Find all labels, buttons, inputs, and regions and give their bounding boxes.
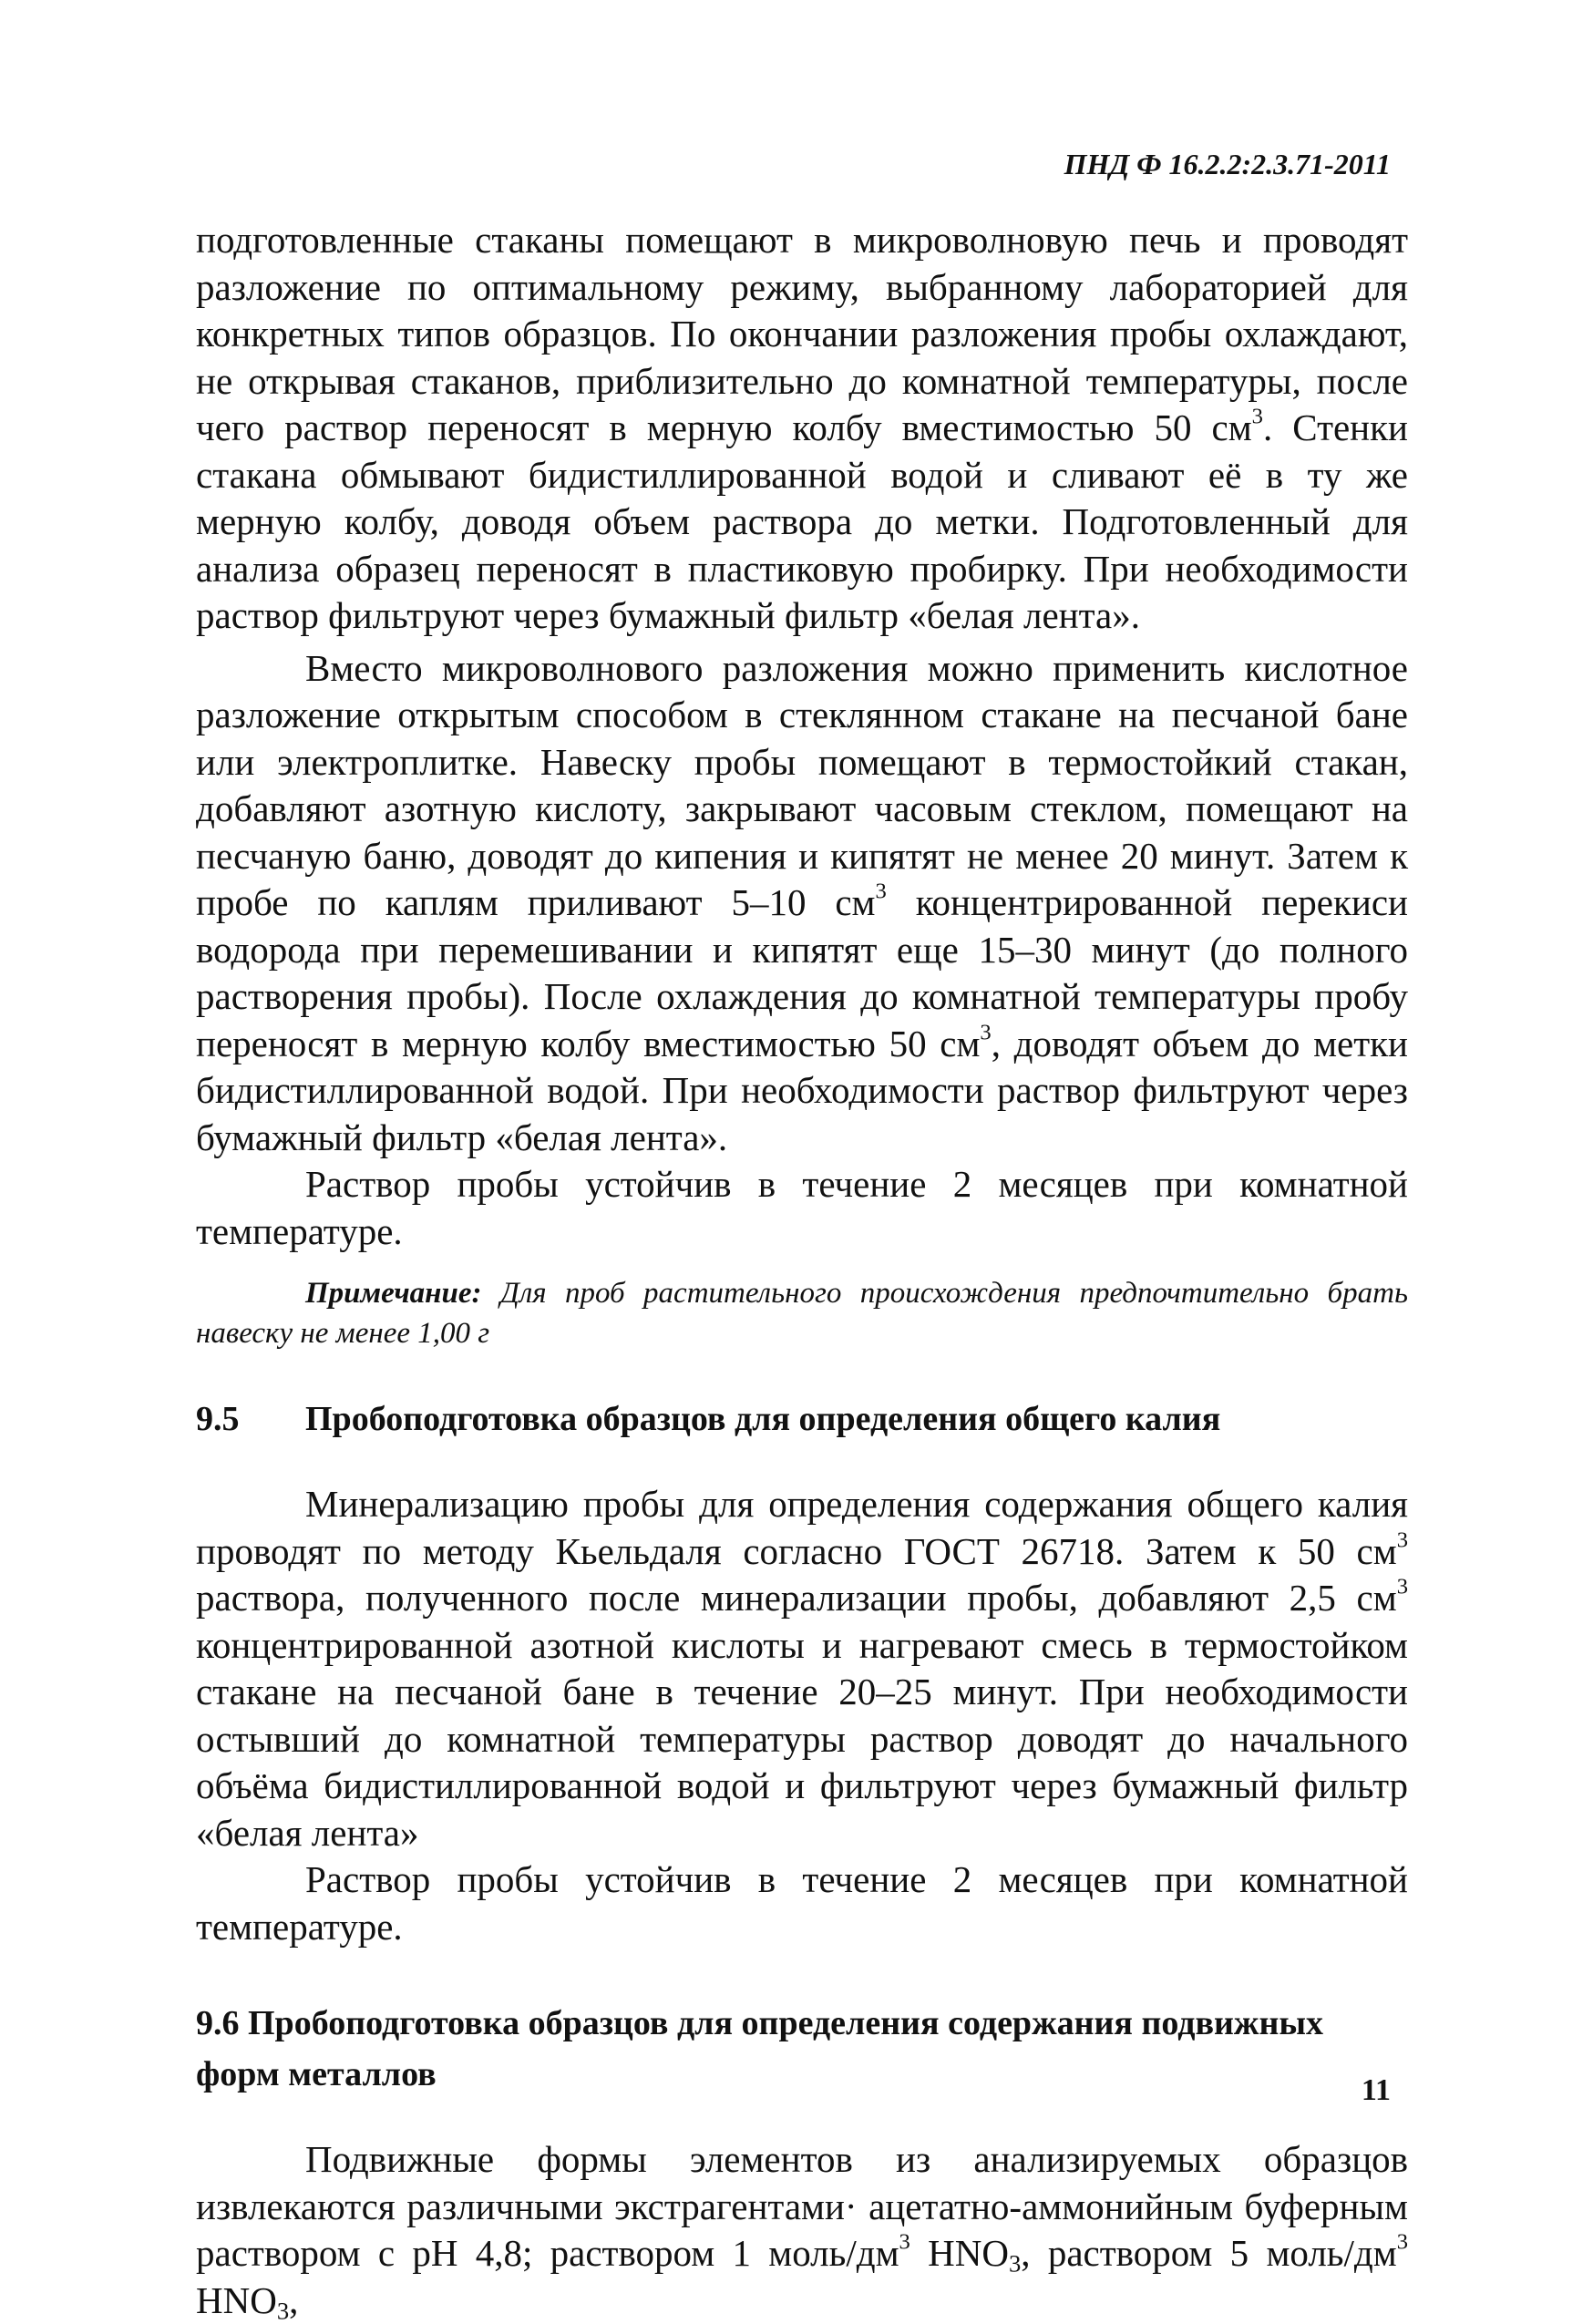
note-text: Для проб растительного происхождения предпочтительно брать навеску не менее 1,00 г bbox=[196, 1277, 1408, 1350]
paragraph-open-digestion: Вместо микроволнового разложения можно применить кислотное разложение открытым способом в стеклянном стакане на песчаной бане или электроплитке. Навеску пробы помещают в термостойкий стакан, добавляют азотную кислоту, закрывают часовым стеклом, помещают на песчаную баню, доводят до кипения и кипятят не менее 20 минут. Затем к пробе по каплям приливают 5–10 $см^3$ концентрированной перекиси водорода при перемешивании и кипятят еще 15–30 минут (до полного растворения пробы). После охлаждения до комнатной температуры пробу переносят в мерную колбу вместимостью 50 $см^3$, доводят объем до метки бидистиллированной водой. При необходимости раствор фильтруют через бумажный фильтр «белая лента». bbox=[196, 646, 1408, 1158]
section-number: 9.5 bbox=[196, 1400, 240, 1438]
paragraph-microwave-digestion: подготовленные стаканы помещают в микроволновую печь и проводят разложение по оптимальному режиму, выбранному лабораторией для конкретных типов образцов. По окончании разложения пробы охлаждают, не открывая стаканов, приблизительно до комнатной температуры, после чего раствор переносят в мерную колбу вместимостью 50 $см^3$. Стенки стакана обмывают бидистиллированной водой и сливают её в ту же мерную колбу, доводя объем раствора до метки. Подготовленный для анализа образец переносят в пластиковую пробирку. При необходимости раствор фильтруют через бумажный фильтр «белая лента». bbox=[196, 219, 1408, 636]
note bbox=[196, 1273, 1408, 1353]
section-heading-9-5 bbox=[196, 1397, 1408, 1441]
section-title: Пробоподготовка образцов для определения общего калия bbox=[305, 1400, 1221, 1438]
paragraph-mobile-forms: Подвижные формы элементов из анализируемых образцов извлекаются различными экстрагентами· ацетатно-аммонийным буферным раствором с pH 4,8; раствором 1 моль/$дм^3$ $HNO_3$, раствором 5 моль/$дм^3$ $HNO_3$, bbox=[196, 2138, 1408, 2324]
paragraph-stability-2: Раствор пробы устойчив в течение 2 месяцев при комнатной температуре. bbox=[196, 1858, 1408, 1948]
document-code: ПНД Ф 16.2.2:2.3.71-2011 bbox=[1064, 148, 1391, 180]
paragraph-potassium-mineralization: Минерализацию пробы для определения содержания общего калия проводят по методу Кьельдаля согласно ГОСТ 26718. Затем к 50 $см^3$ раствора, полученного после минерализации пробы, добавляют 2,5 $см^3$ концентрированной азотной кислоты и нагревают смесь в термостойком стакане на песчаной бане в течение 20–25 минут. При необходимости остывший до комнатной температуры раствор доводят до начального объёма бидистиллированной водой и фильтруют через бумажный фильтр «белая лента» bbox=[196, 1483, 1408, 1854]
section-heading-9-6: 9.6 Пробоподготовка образцов для определения содержания подвижных форм металлов bbox=[196, 2004, 1324, 2093]
paragraph-stability-1: Раствор пробы устойчив в течение 2 месяцев при комнатной температуре. bbox=[196, 1163, 1408, 1252]
page-body bbox=[196, 217, 1408, 2324]
note-label: Примечание: bbox=[305, 1277, 482, 1310]
page-number: 11 bbox=[1361, 2073, 1391, 2107]
